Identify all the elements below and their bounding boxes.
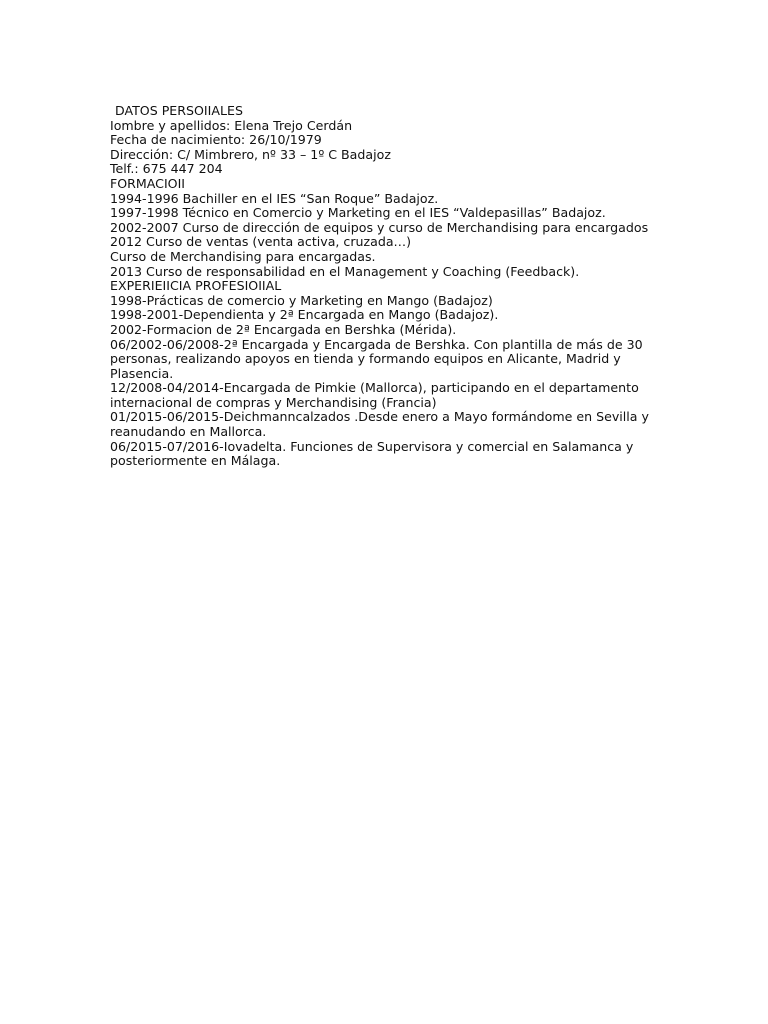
birth-date-line: Fecha de nacimiento: 26/10/1979 bbox=[110, 132, 322, 148]
education-line: 1994-1996 Bachiller en el IES “San Roque” Badajoz. bbox=[110, 190, 439, 206]
experience-line: 2002-Formacion de 2ª Encargada en Bershka (Mérida). bbox=[110, 321, 457, 337]
name-line: Iombre y apellidos: Elena Trejo Cerdán bbox=[110, 117, 353, 133]
resume-text bbox=[110, 104, 670, 469]
phone-line: Telf.: 675 447 204 bbox=[110, 161, 223, 177]
experience-line: 1998-Prácticas de comercio y Marketing en Mango (Badajoz) bbox=[110, 292, 493, 308]
education-line: 1997-1998 Técnico en Comercio y Marketing en el IES “Valdepasillas” Badajoz. bbox=[110, 205, 606, 221]
section-heading-professional-experience: EXPERIEIICIA PROFESIOIIAL bbox=[110, 278, 282, 294]
education-line: 2002-2007 Curso de dirección de equipos y curso de Merchandising para encargados bbox=[110, 219, 649, 235]
education-line: 2012 Curso de ventas (venta activa, cruzada…) bbox=[110, 234, 412, 250]
education-line: Curso de Merchandising para encargadas. bbox=[110, 248, 376, 264]
experience-paragraph: 12/2008-04/2014-Encargada de Pimkie (Mallorca), participando en el departamento internacional de compras y Merchandising (Francia) bbox=[110, 380, 639, 410]
experience-paragraph: 01/2015-06/2015-Deichmanncalzados .Desde enero a Mayo formándome en Sevilla y reanudando en Mallorca. bbox=[110, 409, 649, 440]
experience-paragraph: 06/2015-07/2016-Iovadelta. Funciones de Supervisora y comercial en Salamanca y posteriormente en Málaga. bbox=[110, 438, 634, 469]
experience-paragraph: 06/2002-06/2008-2ª Encargada y Encargada de Bershka. Con plantilla de más de 30 personas, realizando apoyos en tienda y formando equipos en Alicante, Madrid y Plasencia. bbox=[110, 336, 643, 381]
address-line: Dirección: C/ Mimbrero, nº 33 – 1º C Badajoz bbox=[110, 146, 391, 162]
education-line: 2013 Curso de responsabilidad en el Management y Coaching (Feedback). bbox=[110, 263, 580, 279]
section-heading-personal-data: DATOS PERSOIIALES bbox=[115, 103, 243, 118]
section-heading-education: FORMACIOII bbox=[110, 175, 186, 191]
experience-line: 1998-2001-Dependienta y 2ª Encargada en Mango (Badajoz). bbox=[110, 307, 499, 323]
